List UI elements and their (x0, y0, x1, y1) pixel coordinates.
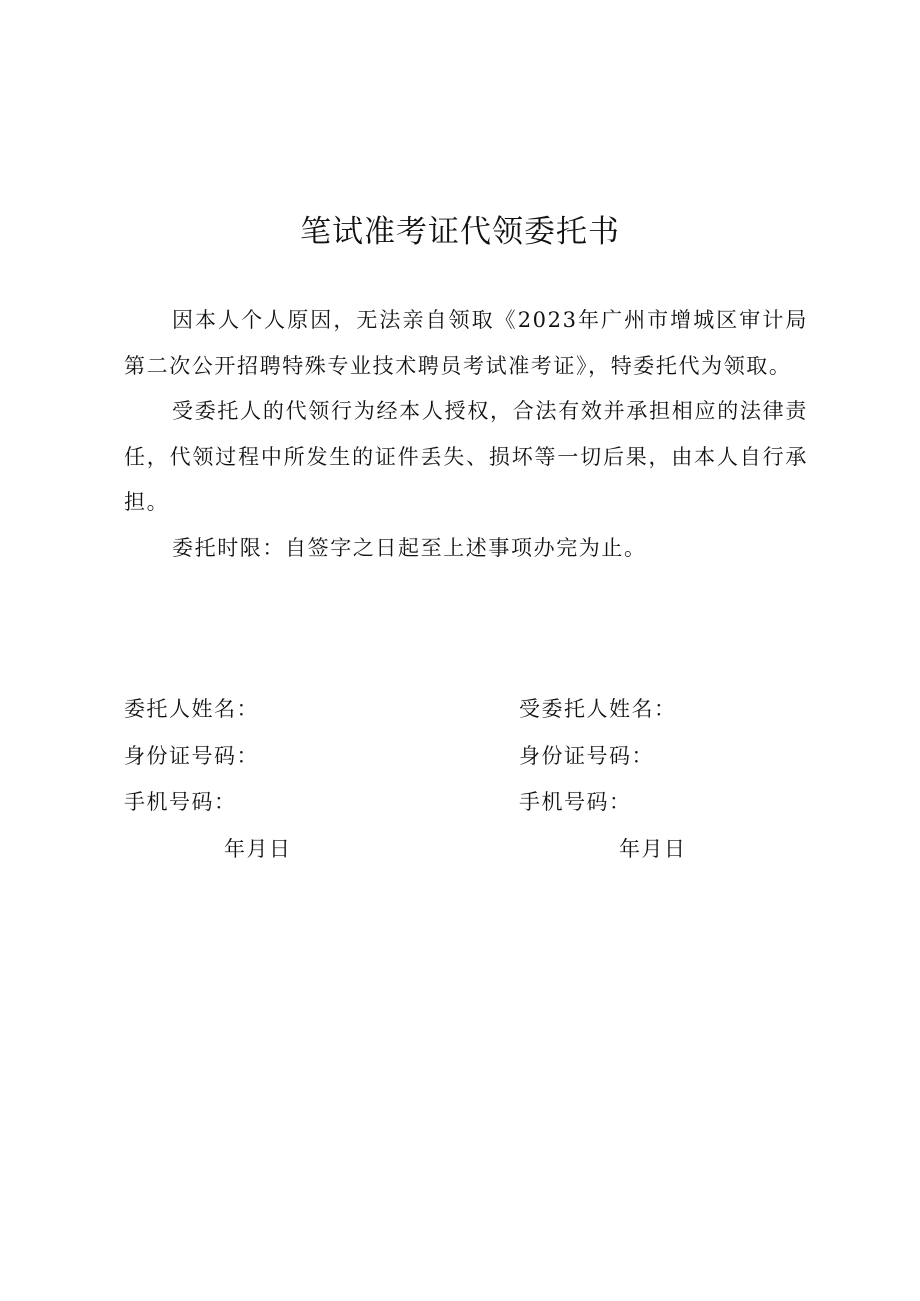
paragraph-time-limit: 委托时限：自签字之日起至上述事项办完为止。 (172, 535, 647, 560)
document-body (124, 298, 808, 571)
agent-phone-label: 手机号码： (519, 790, 632, 814)
paragraph-reason: 因本人个人原因，无法亲自领取《2023年广州市增城区审计局第二次公开招聘特殊专业技术聘员考试准考证》，特委托代为领取。 (124, 308, 808, 378)
agent-date-label: 年月日 (619, 836, 687, 861)
principal-phone-label: 手机号码： (124, 790, 237, 814)
principal-id-label: 身份证号码： (124, 743, 259, 768)
principal-name-label: 委托人姓名： (124, 697, 259, 721)
agent-name-label: 受委托人姓名： (519, 697, 677, 721)
agent-signature-block (519, 686, 839, 872)
document-title: 笔试准考证代领委托书 (300, 214, 620, 250)
paragraph-authorization: 受委托人的代领行为经本人授权，合法有效并承担相应的法律责任，代领过程中所发生的证件丢失、损坏等一切后果，由本人自行承担。 (124, 399, 808, 514)
principal-date-label: 年月日 (224, 836, 292, 861)
principal-signature-block (124, 686, 444, 872)
agent-id-label: 身份证号码： (519, 743, 654, 768)
